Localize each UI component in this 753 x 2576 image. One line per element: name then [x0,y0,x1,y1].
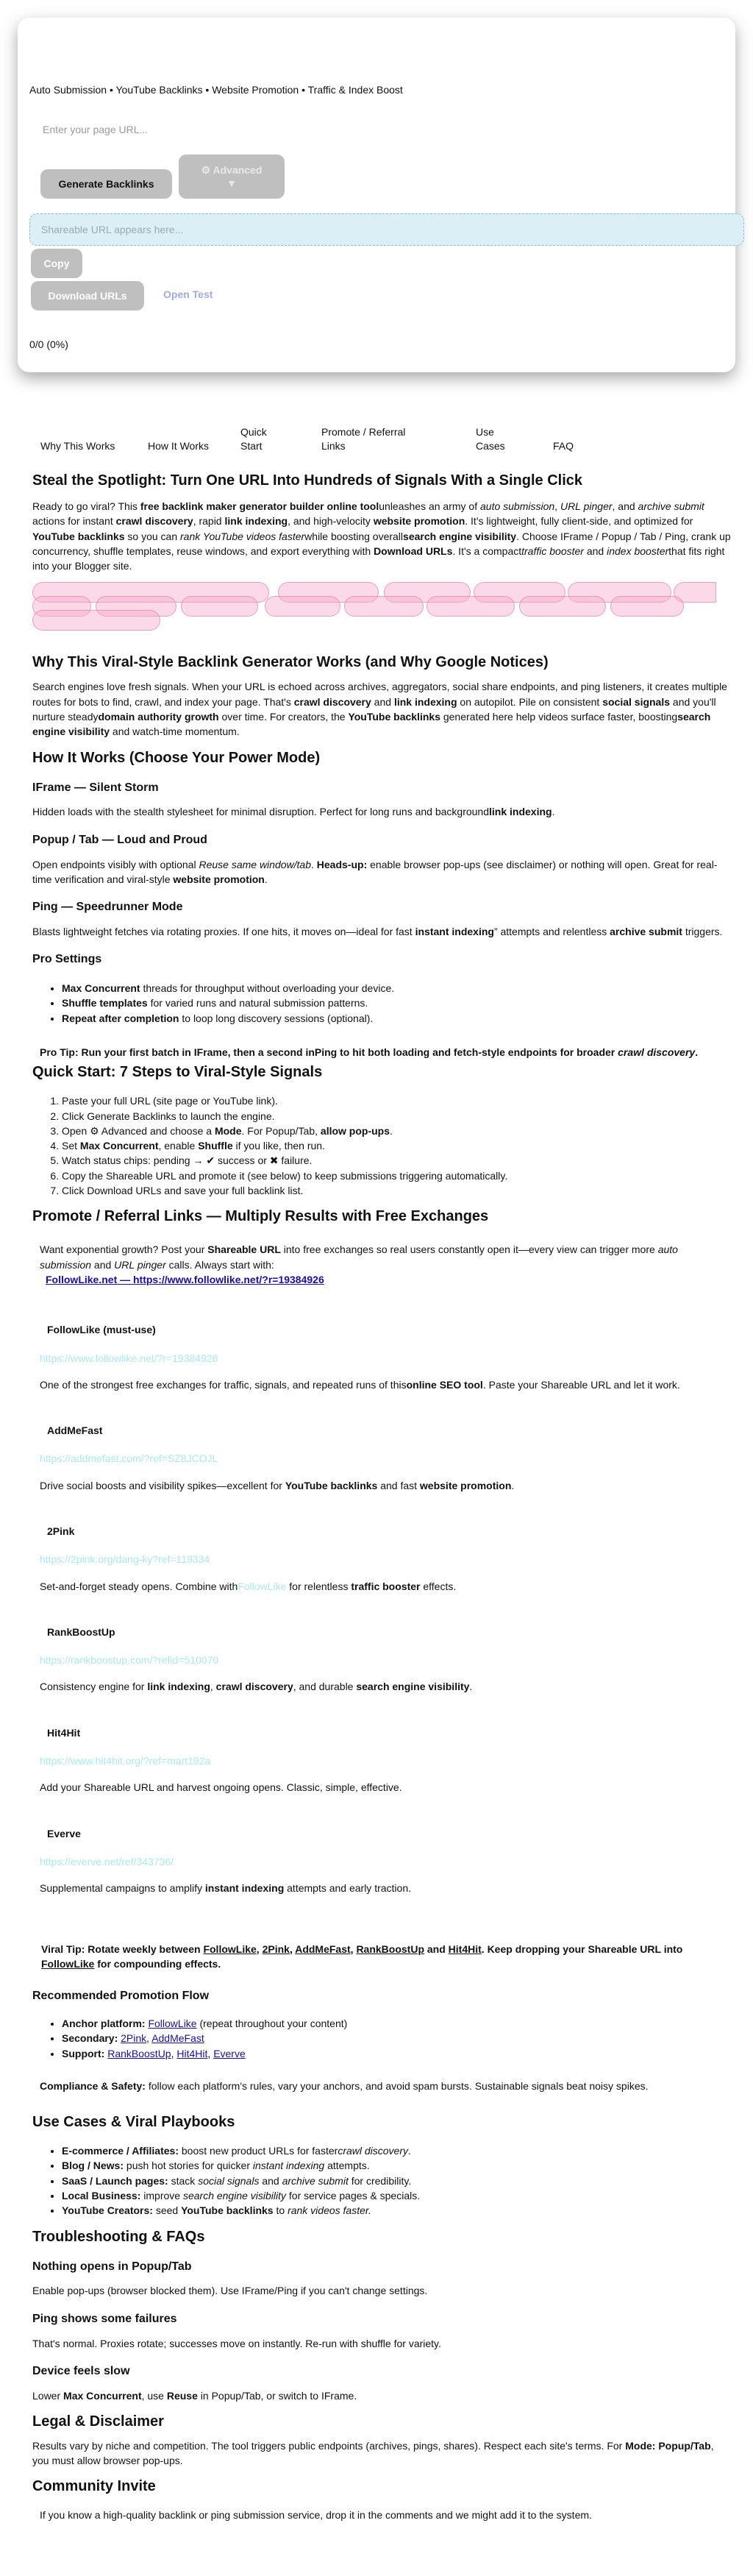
iframe-mode-desc: Hidden loads with the stealth stylesheet for minimal disruption. Perfect for long runs and backgroundlink indexing. [32,806,555,818]
referral-desc: Drive social boosts and visibility spikes—excellent for YouTube backlinks and fast website promotion. [40,1479,515,1491]
viral-link-rankboostup[interactable]: RankBoostUp [356,1942,424,1955]
nav-faq[interactable]: FAQ [553,439,574,452]
keyword-tag[interactable] [344,596,424,617]
iframe-mode-title: IFrame — Silent Storm [32,781,159,794]
flow-link-2pink[interactable]: 2Pink [121,2032,147,2045]
list-item: 3. Open ⚙ Advanced and choose a Mode. For Popup/Tab, allow pop-ups. [62,1124,731,1138]
list-item: • E-commerce / Affiliates: boost new product URLs for fastercrawl discovery. [62,2143,731,2158]
list-item: • YouTube Creators: seed YouTube backlinks to rank videos faster. [62,2203,731,2218]
compliance-note: Compliance & Safety: follow each platform's rules, vary your anchors, and avoid spam bursts. Sustainable signals beat noisy spikes. [40,2079,649,2092]
ping-mode-title: Ping — Speedrunner Mode [32,901,183,914]
keyword-tag[interactable] [265,596,340,617]
referral-desc: Consistency engine for link indexing, crawl discovery, and durable search engine visibility. [40,1681,473,1693]
keyword-tag[interactable] [519,596,606,617]
referral-name: FollowLike (must-use) [47,1324,156,1336]
ping-mode-desc: Blasts lightweight fetches via rotating proxies. If one hits, it moves on—ideal for fast instant indexing” attempts and relentless archive submit triggers. [32,925,723,937]
advanced-label: ⚙ Advanced [201,163,263,176]
keyword-tag[interactable] [427,596,515,617]
viral-link-followlike[interactable]: FollowLike [203,1942,257,1955]
list-item: 5. Watch status chips: pending → ✔ success or ✖ failure. [62,1153,731,1168]
nav-promote-referral-links[interactable]: Promote / Referral Links [321,426,406,452]
viral-link-hit4hit[interactable]: Hit4Hit [448,1942,482,1955]
url-input[interactable] [41,118,482,141]
legal-paragraph: Results vary by niche and competition. The tool triggers public endpoints (archives, pings, shares). Respect each site's terms. For Mode: Popup/Tab, you must allow browser pop-ups. [32,2439,714,2467]
nav-why-this-works[interactable]: Why This Works [40,439,115,452]
referral-rankboostup [32,1610,731,1711]
hero-paragraph: Ready to go viral? This free backlink maker generator builder online toolunleashes an army of auto submission, URL pinger, and archive submit actions for instant crawl discovery, rapid link indexing, and high-velocity website promotion. It's lightweight, fully client-side, and optimized for YouTube backlinks so you can rank YouTube videos fasterwhile boosting overallsearch engine visibility. Choose IFrame / Popup / Tab / Ping, crank up concurrency, shuffle templates, reuse windows, and export everything with Download URLs. It's a compacttraffic booster and index boosterthat fits right into your Blogger site. [32,500,731,572]
quick-start-steps [32,1093,731,1198]
referral-name: AddMeFast [47,1424,103,1437]
keyword-tag[interactable] [181,596,258,617]
quick-start-title: Quick Start: 7 Steps to Viral-Style Signals [32,1064,323,1081]
referral-addmefast [32,1408,731,1509]
flow-title: Recommended Promotion Flow [32,1990,210,2003]
flow-link-rankboostup[interactable]: RankBoostUp [107,2047,171,2059]
copy-button[interactable]: Copy [31,249,82,278]
generate-backlinks-button[interactable]: Generate Backlinks [40,169,172,199]
referral-2pink [32,1509,731,1610]
flow-link-addmefast[interactable]: AddMeFast [151,2032,204,2045]
referral-name: Hit4Hit [47,1726,81,1739]
referral-name: 2Pink [47,1525,75,1537]
faq-question: Ping shows some failures [32,2312,177,2325]
nav-quick-start[interactable]: Quick Start [240,426,267,452]
list-item: • Local Business: improve search engine visibility for service pages & specials. [62,2188,731,2203]
followlike-inline-link[interactable]: FollowLike [238,1580,287,1592]
viral-link-addmefast[interactable]: AddMeFast [295,1942,351,1955]
how-title: How It Works (Choose Your Power Mode) [32,749,321,766]
promote-title: Promote / Referral Links — Multiply Results with Free Exchanges [32,1208,489,1225]
popup-mode-title: Popup / Tab — Loud and Proud [32,833,207,846]
referral-followlike [32,1307,731,1408]
keyword-tag[interactable] [32,610,160,631]
pro-tip: Pro Tip: Run your first batch in IFrame, then a second inPing to hit both loading and fetch-style endpoints for broader crawl discovery. [40,1046,699,1058]
flow-link-everve[interactable]: Everve [213,2047,246,2059]
viral-tip: Viral Tip: Rotate weekly between FollowLike, 2Pink, AddMeFast, RankBoostUp and Hit4Hit. Keep dropping your Shareable URL into FollowLike for compounding effects. [41,1942,683,1970]
faq-answer: That's normal. Proxies rotate; successes move on instantly. Re-run with shuffle for variety. [32,2337,441,2349]
legal-title: Legal & Disclaimer [32,2413,164,2430]
why-paragraph: Search engines love fresh signals. When your URL is echoed across archives, aggregators, social share endpoints, and ping listeners, it creates multiple routes for bots to find, crawl, and index your page. That's crawl discovery and link indexing on autopilot. Pile on consistent social signals and you'll nurture steadydomain authority growth over time. For creators, the YouTube backlinks generated here help videos surface faster, boostingsearch engine visibility and watch-time momentum. [32,681,727,738]
referral-desc: One of the strongest free exchanges for traffic, signals, and repeated runs of thisonline SEO tool. Paste your Shareable URL and let it work. [40,1378,680,1391]
referral-name: Everve [47,1827,81,1839]
faq-answer: Enable pop-ups (browser blocked them). Use IFrame/Ping if you can't change settings. [32,2285,428,2297]
use-cases-list [32,2143,731,2218]
article-content [32,462,731,2536]
referral-name: RankBoostUp [47,1625,115,1638]
promotion-flow-list [32,2016,731,2061]
shareable-url-field[interactable] [29,213,744,246]
pro-settings-list [32,981,731,1026]
why-title: Why This Viral-Style Backlink Generator Works (and Why Google Notices) [32,654,549,671]
progress-counter: 0/0 (0%) [29,338,68,350]
download-urls-button[interactable]: Download URLs [31,281,144,311]
referral-hit4hit [32,1711,731,1812]
section-nav [40,425,597,453]
referral-desc: Set-and-forget steady opens. Combine withFollowLike for relentless traffic booster effects. [40,1580,457,1592]
community-paragraph: If you know a high-quality backlink or ping submission service, drop it in the comments and we might add it to the system. [40,2509,592,2522]
faq-answer: Lower Max Concurrent, use Reuse in Popup/Tab, or switch to IFrame. [32,2389,357,2402]
list-item: 7. Click Download URLs and save your full backlink list. [62,1183,731,1198]
referral-url[interactable]: https://www.hit4hit.org/?ref=mart192a [40,1755,211,1767]
list-item: 6. Copy the Shareable URL and promote it (see below) to keep submissions triggering automatically. [62,1168,731,1183]
followlike-main-link[interactable]: FollowLike.net — https://www.followlike.net/?r=19384926 [46,1273,324,1285]
referral-url[interactable]: https://www.followlike.net/?r=19384926 [40,1352,218,1364]
list-item: • Support: RankBoostUp, Hit4Hit, Everve [62,2046,731,2061]
list-item: • Anchor platform: FollowLike (repeat throughout your content) [62,2016,731,2031]
referral-url[interactable]: https://2pink.org/dang-ky?ref=119334 [40,1553,210,1566]
nav-use-cases[interactable]: Use Cases [476,426,505,452]
open-test-link[interactable]: Open Test [163,288,213,300]
list-item: 2. Click Generate Backlinks to launch the engine. [62,1109,731,1124]
faq-question: Nothing opens in Popup/Tab [32,2260,192,2273]
viral-link-2pink[interactable]: 2Pink [262,1942,290,1955]
chevron-down-icon: ▼ [226,177,237,189]
community-title: Community Invite [32,2478,156,2495]
popup-mode-desc: Open endpoints visibly with optional Reuse same window/tab. Heads-up: enable browser pop-ups (see disclaimer) or nothing will open. Great for real-time verification and viral-style website promotion. [32,858,718,885]
viral-link-followlike-2[interactable]: FollowLike [41,1957,95,1970]
referral-url[interactable]: https://addmefast.com/?ref=SZ8JCOJL [40,1452,218,1465]
hero-title: Steal the Spotlight: Turn One URL Into Hundreds of Signals With a Single Click [32,472,582,489]
list-item: • SaaS / Launch pages: stack social signals and archive submit for credibility. [62,2174,731,2188]
keyword-tag[interactable] [610,596,684,617]
shareable-url-placeholder: Shareable URL appears here... [41,223,184,235]
advanced-toggle-button[interactable] [179,155,285,199]
referral-desc: Supplemental campaigns to amplify instant indexing attempts and early traction. [40,1882,412,1895]
flow-link-hit4hit[interactable]: Hit4Hit [176,2047,208,2059]
faq-question: Device feels slow [32,2364,130,2377]
referral-everve [32,1812,731,1912]
flow-link-followlike[interactable]: FollowLike [148,2017,197,2029]
pro-settings-title: Pro Settings [32,953,102,966]
list-item: • Shuffle templates for varied runs and natural submission patterns. [62,996,731,1010]
list-item: • Repeat after completion to loop long discovery sessions (optional). [62,1011,731,1026]
promote-intro: Want exponential growth? Post your Shareable URL into free exchanges so real users constantly open it—every view can trigger more auto submission and URL pinger calls. Always start with: FollowLike.net — https://www.followlike.net/?r=19384926 [32,1233,731,1287]
nav-how-it-works[interactable]: How It Works [148,439,209,452]
list-item: 1. Paste your full URL (site page or YouTube link). [62,1093,731,1108]
referral-desc: Add your Shareable URL and harvest ongoing opens. Classic, simple, effective. [40,1781,402,1794]
list-item: • Blog / News: push hot stories for quicker instant indexing attempts. [62,2158,731,2173]
list-item: 4. Set Max Concurrent, enable Shuffle if you like, then run. [62,1138,731,1153]
tool-tagline: Auto Submission • YouTube Backlinks • Website Promotion • Traffic & Index Boost [29,84,403,96]
list-item: • Secondary: 2Pink, AddMeFast [62,2031,731,2045]
referral-url[interactable]: https://rankboostup.com/?refid=510070 [40,1654,219,1667]
faq-title: Troubleshooting & FAQs [32,2228,205,2245]
keyword-tag-cloud [32,582,716,642]
referral-url[interactable]: https://everve.net/ref/343736/ [40,1855,174,1867]
list-item: • Max Concurrent threads for throughput without overloading your device. [62,981,731,996]
use-cases-title: Use Cases & Viral Playbooks [32,2114,235,2131]
